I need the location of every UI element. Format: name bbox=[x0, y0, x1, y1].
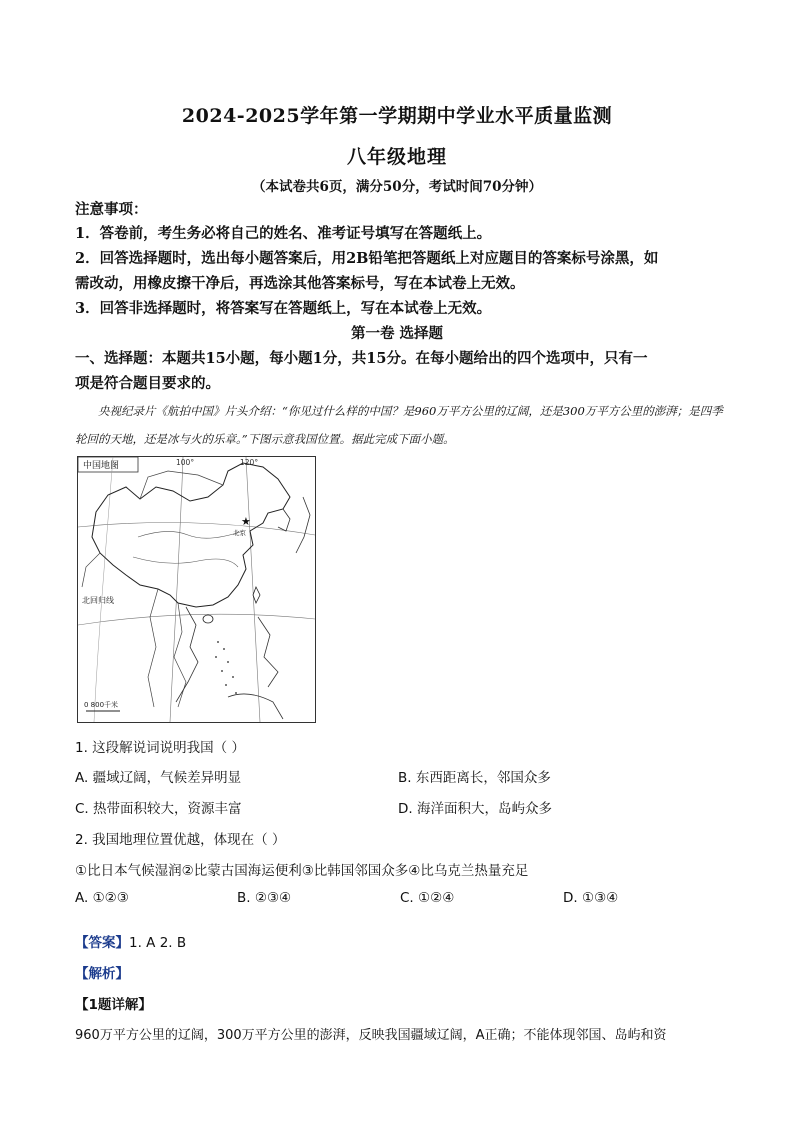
question-passage: 央视纪录片《航拍中国》片头介绍：“你见过什么样的中国？是960万平方公里的辽阔，还是300万平方公里的澎湃；是四季轮回的天地，还是冰与火的乐章。”下图示意我国位置。据此完成下面小题。 bbox=[75, 404, 723, 446]
notice-item-2-cont: 需改动，用橡皮擦干净后，再选涂其他答案标号，写在本试卷上无效。 bbox=[75, 275, 525, 292]
q1-stem: 1. 这段解说词说明我国（ ） bbox=[75, 740, 245, 756]
q2-option-a: A. ①②③ bbox=[75, 890, 129, 906]
exam-info: （本试卷共6页，满分50分，考试时间70分钟） bbox=[252, 179, 542, 195]
analysis-heading bbox=[75, 962, 129, 982]
detail-heading: 【1题详解】 bbox=[75, 997, 152, 1013]
capital-star-icon: ★ bbox=[241, 515, 251, 528]
exam-subject: 八年级地理 bbox=[346, 146, 447, 168]
section-heading: 第一卷 选择题 bbox=[350, 325, 444, 342]
q2-option-c: C. ①②④ bbox=[400, 890, 455, 906]
answer-label: 【答案】 bbox=[75, 935, 129, 951]
q1-option-c: C. 热带面积较大，资源丰富 bbox=[75, 801, 242, 817]
map-scale-label: 0 800千米 bbox=[84, 701, 119, 709]
map-city-label: 北京 bbox=[233, 529, 246, 537]
map-title: 中国地图 bbox=[83, 461, 120, 471]
china-map-drawing bbox=[78, 457, 315, 722]
q2-option-b: B. ②③④ bbox=[237, 890, 292, 906]
q1-option-d: D. 海洋面积大，岛屿众多 bbox=[398, 801, 552, 817]
q2-statements: ①比日本气候湿润②比蒙古国海运便利③比韩国邻国众多④比乌克兰热量充足 bbox=[75, 863, 529, 879]
q2-stem: 2. 我国地理位置优越，体现在（ ） bbox=[75, 832, 286, 848]
lon-label-100: 100° bbox=[176, 458, 195, 467]
exam-title: 2024-2025学年第一学期期中学业水平质量监测 bbox=[181, 105, 613, 127]
notice-item-2: 2．回答选择题时，选出每小题答案后，用2B铅笔把答题纸上对应题目的答案标号涂黑，如 bbox=[75, 250, 659, 267]
q1-option-a: A. 疆域辽阔，气候差异明显 bbox=[75, 770, 242, 786]
part-instructions-line1: 一、选择题：本题共15小题，每小题1分，共15分。在每小题给出的四个选项中，只有一 bbox=[75, 350, 648, 367]
answer-text: 1. A 2. B bbox=[129, 935, 187, 951]
detail-text: 960万平方公里的辽阔，300万平方公里的澎湃，反映我国疆域辽阔，A正确；不能体现邻国、岛屿和资 bbox=[75, 1028, 667, 1043]
part-instructions-line2: 项是符合题目要求的。 bbox=[75, 375, 220, 392]
part-instructions bbox=[75, 346, 725, 396]
notice-heading: 注意事项： bbox=[75, 201, 148, 218]
q1-option-b: B. 东西距离长，邻国众多 bbox=[398, 770, 551, 786]
lon-label-120: 120° bbox=[240, 458, 259, 467]
q2-option-d: D. ①③④ bbox=[563, 890, 619, 906]
analysis-label: 【解析】 bbox=[75, 966, 129, 982]
notice-item-1: 1．答卷前，考生务必将自己的姓名、准考证号填写在答题纸上。 bbox=[75, 225, 492, 242]
notice-item-3: 3．回答非选择题时，将答案写在答题纸上，写在本试卷上无效。 bbox=[75, 300, 492, 317]
map-tropic-label: 北回归线 bbox=[82, 596, 114, 605]
china-map bbox=[77, 456, 316, 723]
answer-line bbox=[75, 931, 186, 951]
